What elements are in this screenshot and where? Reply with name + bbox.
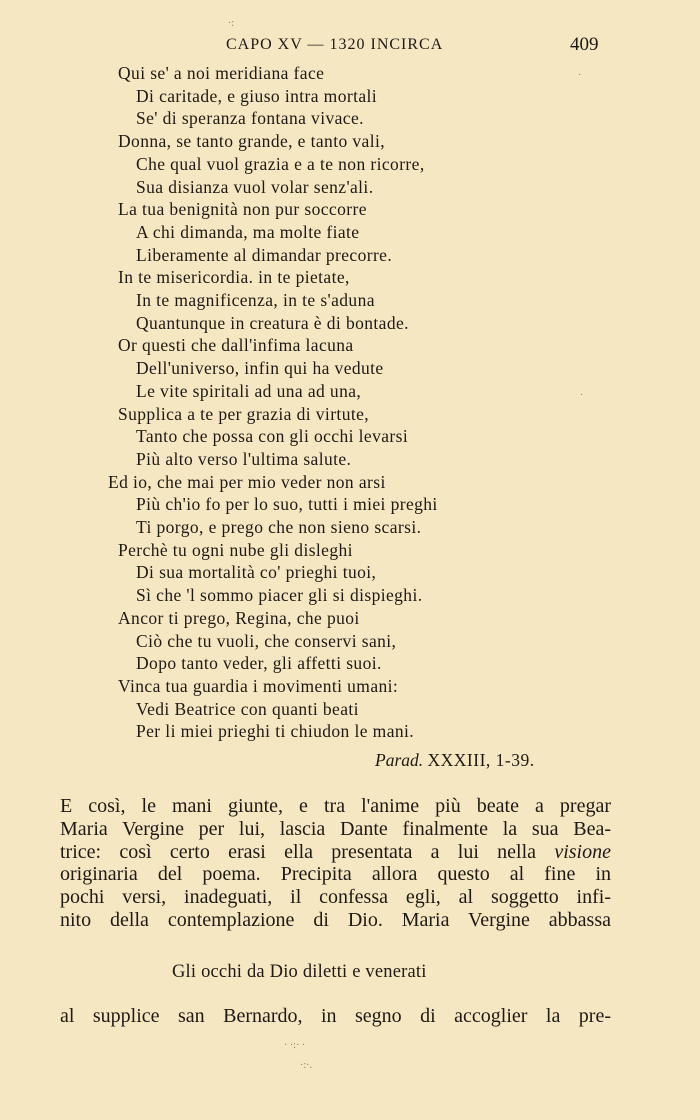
print-speck: · xyxy=(578,70,582,81)
poem-line: Dell'universo, infin qui ha vedute xyxy=(136,358,384,379)
poem-line: Quantunque in creatura è di bontade. xyxy=(136,312,409,333)
poem-line: Liberamente al dimandar precorre. xyxy=(136,244,393,265)
poem-line: In te misericordia. in te pietate, xyxy=(118,267,350,288)
poem-line: Ciò che tu vuoli, che conservi sani, xyxy=(136,630,397,651)
poem-line: Ti porgo, e prego che non sieno scarsi. xyxy=(136,517,422,537)
prose-continuation: al supplice san Bernardo, in segno di accoglier la pre- xyxy=(60,1005,611,1027)
poem-line: Tanto che possa con gli occhi levarsi xyxy=(136,426,409,447)
prose-line: Maria Vergine per lui, lascia Dante finalmente la sua Bea- xyxy=(60,817,611,840)
prose-line xyxy=(60,841,611,864)
poem-line: Vedi Beatrice con quanti beati xyxy=(136,698,359,719)
print-speck: ·: xyxy=(228,18,235,29)
prose-paragraph xyxy=(60,795,611,932)
citation-reference: XXXIII, 1-39. xyxy=(427,750,535,770)
poem-line: In te magnificenza, in te s'aduna xyxy=(136,290,375,310)
page-number: 409 xyxy=(570,34,599,55)
poem-line: Sì che 'l sommo piacer gli si dispieghi. xyxy=(136,585,423,606)
print-speck: ·:·. xyxy=(300,1060,312,1071)
citation-source: Parad. xyxy=(375,750,424,770)
poem-line: La tua benignità non pur soccorre xyxy=(118,199,367,220)
poem-line: Ed io, che mai per mio veder non arsi xyxy=(108,471,386,492)
poem-line: Che qual vuol grazia e a te non ricorre, xyxy=(136,153,425,174)
running-header xyxy=(0,36,700,60)
print-speck: · xyxy=(580,390,584,401)
poem-line: Sua disianza vuol volar senz'ali. xyxy=(136,176,374,197)
print-speck: · ·:· · xyxy=(284,1040,306,1051)
poem-line: Qui se' a noi meridiana face xyxy=(118,63,325,83)
prose-line: originaria del poema. Precipita allora questo al fine in xyxy=(60,863,611,886)
poem-line: Perchè tu ogni nube gli disleghi xyxy=(118,539,353,560)
poem-line: Più ch'io fo per lo suo, tutti i miei preghi xyxy=(136,494,438,515)
prose-line: nito della contemplazione di Dio. Maria Vergine abbassa xyxy=(60,908,611,931)
poem-line: Donna, se tanto grande, e tanto vali, xyxy=(118,131,386,152)
chapter-heading: CAPO XV — 1320 INCIRCA xyxy=(226,36,444,53)
poem-line: Dopo tanto veder, gli affetti suoi. xyxy=(136,653,382,674)
poem-line: Se' di speranza fontana vivace. xyxy=(136,108,364,129)
poem-line: Ancor ti prego, Regina, che puoi xyxy=(118,607,360,628)
poem-line: Supplica a te per grazia di virtute, xyxy=(118,403,370,424)
poem-line: Di caritade, e giuso intra mortali xyxy=(136,85,378,106)
poem-line: Per li miei prieghi ti chiudon le mani. xyxy=(136,721,415,742)
emphasized-word: visione xyxy=(554,840,611,863)
verse-quote: Gli occhi da Dio diletti e venerati xyxy=(172,962,427,982)
poem-line: Or questi che dall'infima lacuna xyxy=(118,335,354,356)
poem-line: Le vite spiritali ad una ad una, xyxy=(136,380,362,401)
prose-line: pochi versi, inadeguati, il confessa egli, al soggetto infi- xyxy=(60,886,611,909)
poem-line: Più alto verso l'ultima salute. xyxy=(136,448,352,469)
prose-line: E così, le mani giunte, e tra l'anime più beate a pregar xyxy=(60,795,611,817)
poem-line: A chi dimanda, ma molte fiate xyxy=(136,221,360,242)
poem-line: Vinca tua guardia i movimenti umani: xyxy=(118,675,399,696)
poem-line: Di sua mortalità co' prieghi tuoi, xyxy=(136,562,377,583)
prose-text: trice: così certo erasi ella presentata a lui nella xyxy=(60,840,555,863)
verse-citation xyxy=(375,750,535,771)
